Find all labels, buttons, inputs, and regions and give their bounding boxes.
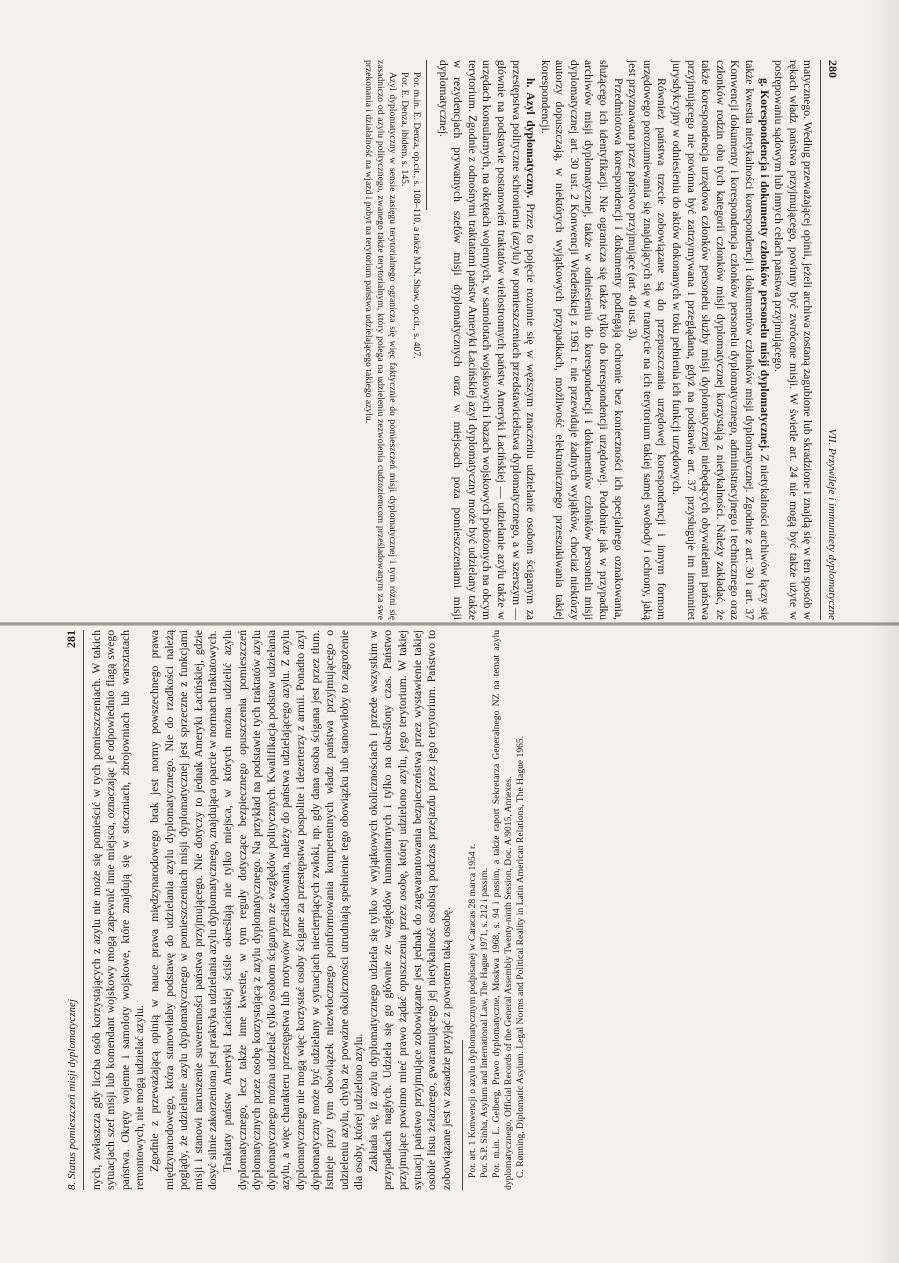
paragraph: matycznego. Według przeważającej opinii, jeżeli archiwa zostaną zagubione lub skradzione i znajdą się w ten sposób w rękach władz państwa przyjmującego, powinny być zwrócone misji. W świetle art. 24 nie mogą być także użyte w postępowaniu sądowym lub innych celach państwa przyjmującego. [772,60,815,620]
page-number-280: 280 [826,60,840,78]
paragraph: Również państwa trzecie zobowiązane są do przepuszczania urzędowej korespondencji i innym formom urzędowego porozumiewania się znajdujących się w tranzycie na ich terytorium takiej samej swobody i ochrony, jaką jest przyznawana przez państwo przyjmujące (art. 40 ust. 3). [626,60,669,620]
paragraph: nych, zwłaszcza gdy liczba osób korzystających z azylu nie może się pomieścić w tych pomieszczeniach. W takich sytuacjach szef misji lub komendant wojskowy mogą zapewnić inne miejsca, oznaczając je odpowiednio flagą swego państwa. Okręty wojenne i samoloty wojskowe, które znajdują się w stoczniach, zbrojowniach lub warsztatach remontowych, nie mogą udzielać azylu. [89,630,147,1190]
section-lead: g. Korespondencja i dokumenty członków personelu misji dyplomatycznej. [757,78,771,452]
running-title-281: 8. Status pomieszczeń misji dyplomatycznej [66,999,78,1190]
footnote: Por. E. Denza, ibidem, s. 145. [398,72,410,187]
footnote: C. Rønning, Diplomatic Asylum. Legal Norms and Political Reality in Latin American Relations, The Hague 1965. [515,735,527,1178]
page-281 [64,630,854,1190]
page-number-281: 281 [64,630,78,648]
paragraph-text: Przez to pojęcie rozumie się w węższym znaczeniu udzielanie osobom ściganym za przestępstwa polityczne schronienia (azylu) w pomieszczeniach przedstawicielstwa dyplomatycznego, a w szerszym — głównie na podstawie postanowień traktatów wielostronnych państw Ameryki Łacińskiej — udzielanie azylu także w urzędach konsularnych, na okrętach wojennych, w samolotach wojskowych i bazach wojskowych położonych na obcym terytorium. Zgodnie z odnośnymi traktatami państw Ameryki Łacińskiej azyl dyplomatyczny może być udzielany także w rezydencjach prywatnych szefów misji dyplomatycznych oraz w miejscach poza pomieszczeniami misji dyplomatycznej. [436,60,538,620]
paragraph: Traktaty państw Ameryki Łacińskiej ściśle określają nie tylko miejsca, w których można udzielić azylu dyplomatycznego, lecz także inne kwestie, w tym reguły dotyczące bezpiecznego opuszczenia pomieszczeń dyplomatycznych przez osobę korzystającą z azylu dyplomatycznego. Na przykład na podstawie tych traktatów azylu dyplomatycznego można udzielać tylko osobom ściganym ze względów politycznych. Kwalifikacja podstaw udzielania azylu, a więc charakteru przestępstwa lub motywów prześladowania, należy do państwa udzielającego azylu. Z azylu dyplomatycznego nie mogą więc korzystać osoby ścigane za przestępstwa pospolite i dezerterzy z armii. Ponadto azyl dyplomatyczny może być udzielany w sytuacjach niecierpiących zwłoki, np. gdy dana osoba ścigana jest przez tłum. Istnieje przy tym obowiązek niezwłocznego poinformowania kompetentnych władz państwa przyjmującego o udzieleniu azylu, chyba że powaźne okoliczności utrudniają spełnienie tego obowiązku lub stanowiłoby to zagrożenie dla osoby, której udzielono azylu. [220,630,366,1190]
footnote: Por. S.P. Sinha, Asylum and International Law, The Hague 1971, s. 212 i passim. [479,867,491,1178]
footnote: Por. art. 1 Konwencji o azylu dyplomatycznym podpisanej w Caracas 28 marca 1954 r. [467,843,479,1178]
footnote-rule [426,60,427,210]
footnote-rule [462,1040,463,1190]
page-280 [50,60,840,620]
paragraph-text: Z nietykalności archiwów łączy się także kwestia nietykalności korespondencji i dokumentów członków misji dyplomatycznej. Zgodnie z art. 30 i art. 37 Konwencji dokumenty i korespondencja członków personelu dyplomatycznego, administracyjnego i technicznego oraz członków rodzin obu tych kategorii członków misji dyplomatycznej korzystają z nietykalności. Należy zakładać, że także korespondencja urzędowa członków personelu służby misji dyplomatycznej niebędących obywatelami państwa przyjmującego nie powinna być zatrzymywana i przeglądana, gdyż na podstawie art. 37 przysługuje im immunitet jurysdykcyjny w odniesieniu do aktów dokonanych w toku pełnienia ich funkcji urzędowych. [670,60,771,620]
scan-edge-shadow [869,0,899,1263]
running-title-280: VII. Przywileje i immunitety dyplomatyczne [826,428,838,620]
paragraph: Zakłada się, iż azylu dyplomatycznego udziela się tylko w wyjątkowych okolicznościach i przede wszystkim w przypadkach nagłych. Udziela się go głównie ze względów humanitarnych i tylko na określony czas. Państwo przyjmujące powinno mieć prawo żądać opuszczenia przez osobę, której udzielono azylu, jego terytorium. W takiej sytuacji państwo przyjmujące zobowiązane jest jednak do zagwarantowania bezpieczeństwa przez wystawienie takiej osobie listu żelaznego, gwarantującego jej nietykalność osobistą podczas przejazdu przez jego terytorium. Państwo to zobowiązane jest w zasadzie przyjąć z powrotem taką osobę. [366,630,453,1190]
page-fold [0,622,899,626]
running-header-280 [820,60,840,620]
footnote: Por. m.in. L. Gelberg, Prawo dyplomatyczne, Moskwa 1968, s. 94 i passim, a także raport Sekretarza Generalnego NZ na temat azylu dyplomatycznego, Official Records of the General Assembly Twenty-ninth Session, Doc. A/9015, Annexes. [491,630,515,1190]
footnote: Azyl dyplomatyczny w sensie zasięgu terytorialnego ogranicza się więc faktycznie do pomieszczeń misji dyplomatycznej i tym różni się zasadniczo od azylu politycznego, zwanego także terytorialnym, który polega na udzieleniu zezwolenia cudzoziemcom prześladowanym za swe przekonania i działalność na wjazd i pobyt na terytorium państwa udzielającego takiego azylu. [362,60,398,620]
paragraph [435,60,537,620]
paragraph [668,60,770,620]
paragraph: Przedmiotowa korespondencji i dokumenty podlegają ochronie bez konieczności ich specjalnego oznakowania, służącego ich identyfikacji. Nie ogranicza się także tylko do korespondencji urzędowej. Podobnie jak w przypadku archiwów misji dyplomatycznej, także w odniesieniu do korespondencji i dokumentów członków personelu misji dyplomatycznej art. 30 ust. 2 Konwencji Wiedeńskiej z 1961 r. nie przewiduje żadnych wyjątków, chociaż niektórzy autorzy dopuszczają, w niektórych wyjątkowych przypadkach, możliwość elektronicznego przeszukiwania takiej korespondencji. [538,60,625,620]
footnote: Por. m.in. E. Denza, op.cit., s. 108–110, a także M.N. Shaw, op.cit., s. 407. [410,72,422,359]
paragraph: Zgodnie z przeważającą opinią w nauce prawa międzynarodowego brak jest normy powszechnego prawa międzynarodowego, która stanowiłaby podstawę do udzielania azylu dyplomatycznego. Nie do rzadkości należą poglądy, że udzielanie azylu dyplomatycznego w pomieszczeniach misji dyplomatycznej jest sprzeczne z funkcjami misji i stanowi naruszenie suwerenności państwa przyjmującego. Nie dotyczy to jednak Ameryki Łacińskiej, gdzie dosyć silnie zakorzeniona jest praktyka udzielania azylu dyplomatycznego, znajdująca oparcie w normach traktatowych. [147,630,220,1190]
running-header-281 [64,630,84,1190]
section-lead: h. Azyl dyplomatyczny. [524,78,538,198]
